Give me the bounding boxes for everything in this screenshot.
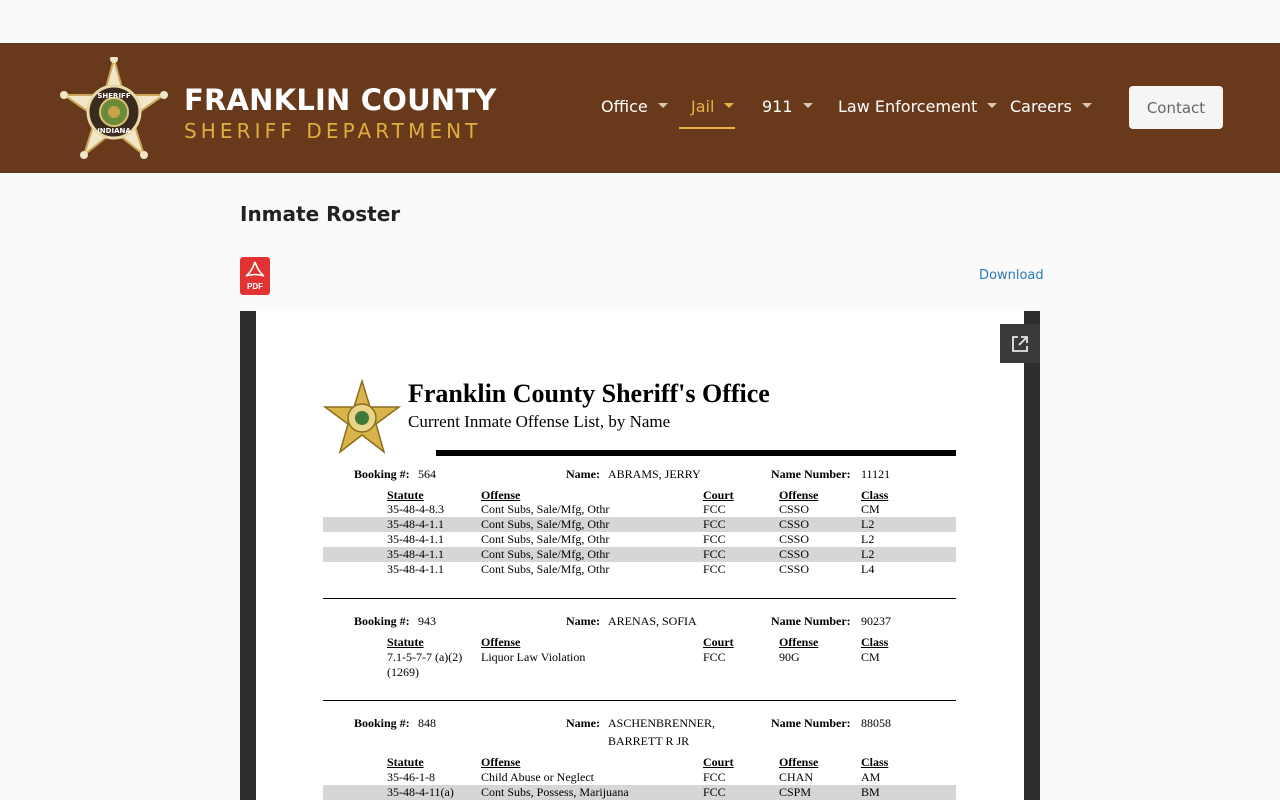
pdf-icon-label: PDF	[247, 282, 263, 291]
doc-title: Franklin County Sheriff's Office	[408, 379, 770, 408]
col-class: Class	[861, 635, 889, 649]
cell-offense: Cont Subs, Sale/Mfg, Othr	[481, 517, 610, 531]
page-title: Inmate Roster	[240, 202, 401, 226]
record-divider	[323, 700, 956, 701]
cell-statute-cont: (1269)	[387, 665, 419, 679]
name-number-label: Name Number:	[771, 614, 851, 628]
contact-button[interactable]: Contact	[1129, 86, 1223, 129]
active-nav-underline	[679, 127, 735, 129]
cell-offense-code: CSSO	[779, 517, 810, 531]
open-external-icon	[1010, 334, 1030, 354]
cell-offense-code: CSSO	[779, 532, 810, 546]
cell-statute: 35-46-1-8	[387, 770, 435, 784]
nav-item-label: Office	[601, 97, 648, 116]
col-court: Court	[703, 755, 734, 769]
pdf-file-icon	[240, 257, 270, 295]
inmate-name-cont: BARRETT R JR	[608, 734, 690, 748]
nav-item-label: Careers	[1010, 97, 1072, 116]
pdf-page	[256, 311, 1024, 800]
cell-class: L4	[861, 562, 875, 576]
cell-class: L2	[861, 547, 875, 561]
booking-number: 564	[418, 467, 436, 481]
cell-court: FCC	[703, 547, 726, 561]
col-offense: Offense	[481, 755, 521, 769]
open-external-button[interactable]	[1000, 324, 1040, 363]
logo-text-top: SHERIFF	[97, 92, 131, 100]
doc-star-badge-icon	[322, 379, 402, 455]
booking-label: Booking #:	[354, 467, 410, 481]
col-court: Court	[703, 635, 734, 649]
nav-item-label: Law Enforcement	[838, 97, 978, 116]
booking-label: Booking #:	[354, 614, 410, 628]
cell-offense: Cont Subs, Sale/Mfg, Othr	[481, 547, 610, 561]
booking-label: Booking #:	[354, 716, 410, 730]
nav-item-label: Jail	[691, 97, 715, 116]
cell-court: FCC	[703, 770, 726, 784]
caret-down-icon	[724, 103, 734, 108]
doc-subtitle: Current Inmate Offense List, by Name	[408, 412, 671, 431]
caret-down-icon	[987, 103, 997, 108]
col-class: Class	[861, 755, 889, 769]
inmate-name: ASCHENBRENNER,	[608, 716, 716, 730]
cell-class: L2	[861, 517, 875, 531]
name-number-label: Name Number:	[771, 716, 851, 730]
name-label: Name:	[566, 614, 600, 628]
cell-offense: Cont Subs, Sale/Mfg, Othr	[481, 562, 610, 576]
cell-class: CM	[861, 502, 880, 516]
cell-class: CM	[861, 650, 880, 664]
cell-court: FCC	[703, 785, 726, 799]
cell-statute: 7.1-5-7-7 (a)(2)	[387, 650, 463, 664]
caret-down-icon	[803, 103, 813, 108]
caret-down-icon	[658, 103, 668, 108]
nav-item-law-enforcement[interactable]	[838, 97, 997, 116]
col-statute: Statute	[387, 755, 424, 769]
col-statute: Statute	[387, 635, 424, 649]
cell-court: FCC	[703, 517, 726, 531]
pdf-viewer[interactable]	[240, 311, 1040, 800]
col-offense-code: Offense	[779, 755, 819, 769]
col-offense-code: Offense	[779, 635, 819, 649]
inmate-name: ABRAMS, JERRY	[608, 467, 701, 481]
name-number: 11121	[861, 467, 891, 481]
cell-offense: Liquor Law Violation	[481, 650, 586, 664]
col-offense: Offense	[481, 635, 521, 649]
name-number-label: Name Number:	[771, 467, 851, 481]
col-class: Class	[861, 488, 889, 502]
cell-class: L2	[861, 532, 875, 546]
top-band	[0, 0, 1280, 43]
cell-statute: 35-48-4-1.1	[387, 532, 444, 546]
cell-court: FCC	[703, 650, 726, 664]
nav-item-office[interactable]	[601, 97, 668, 116]
cell-offense-code: CSPM	[779, 785, 812, 799]
download-link[interactable]: Download	[979, 268, 1044, 283]
cell-offense: Cont Subs, Sale/Mfg, Othr	[481, 502, 610, 516]
cell-offense-code: CSSO	[779, 502, 810, 516]
cell-offense-code: 90G	[779, 650, 800, 664]
cell-offense-code: CSSO	[779, 547, 810, 561]
name-label: Name:	[566, 467, 600, 481]
brand-title[interactable]: FRANKLIN COUNTY	[184, 83, 497, 117]
header-rule	[436, 450, 956, 456]
logo-text-bottom: INDIANA	[97, 127, 131, 135]
nav-item-careers[interactable]	[1010, 97, 1092, 116]
cell-class: BM	[861, 785, 880, 799]
cell-offense: Cont Subs, Possess, Marijuana	[481, 785, 629, 799]
site-header	[0, 43, 1280, 173]
nav-item-jail[interactable]	[691, 97, 734, 116]
cell-court: FCC	[703, 532, 726, 546]
brand-subtitle[interactable]: SHERIFF DEPARTMENT	[184, 119, 482, 143]
col-offense: Offense	[481, 488, 521, 502]
nav-item-label: 911	[762, 97, 793, 116]
col-court: Court	[703, 488, 734, 502]
cell-court: FCC	[703, 502, 726, 516]
cell-statute: 35-48-4-1.1	[387, 517, 444, 531]
cell-offense: Cont Subs, Sale/Mfg, Othr	[481, 532, 610, 546]
name-number: 90237	[861, 614, 891, 628]
name-label: Name:	[566, 716, 600, 730]
col-offense-code: Offense	[779, 488, 819, 502]
cell-offense-code: CHAN	[779, 770, 814, 784]
cell-offense-code: CSSO	[779, 562, 810, 576]
inmate-name: ARENAS, SOFIA	[608, 614, 697, 628]
cell-offense: Child Abuse or Neglect	[481, 770, 594, 784]
record-divider	[323, 598, 956, 599]
cell-class: AM	[861, 770, 881, 784]
sheriff-star-logo-icon[interactable]	[60, 57, 168, 161]
col-statute: Statute	[387, 488, 424, 502]
booking-number: 943	[418, 614, 436, 628]
cell-court: FCC	[703, 562, 726, 576]
cell-statute: 35-48-4-8.3	[387, 502, 444, 516]
booking-number: 848	[418, 716, 436, 730]
cell-statute: 35-48-4-1.1	[387, 562, 444, 576]
cell-statute: 35-48-4-11(a)	[387, 785, 454, 799]
cell-statute: 35-48-4-1.1	[387, 547, 444, 561]
caret-down-icon	[1082, 103, 1092, 108]
nav-item-911[interactable]	[762, 97, 813, 116]
acrobat-mark-icon	[240, 259, 270, 283]
name-number: 88058	[861, 716, 891, 730]
